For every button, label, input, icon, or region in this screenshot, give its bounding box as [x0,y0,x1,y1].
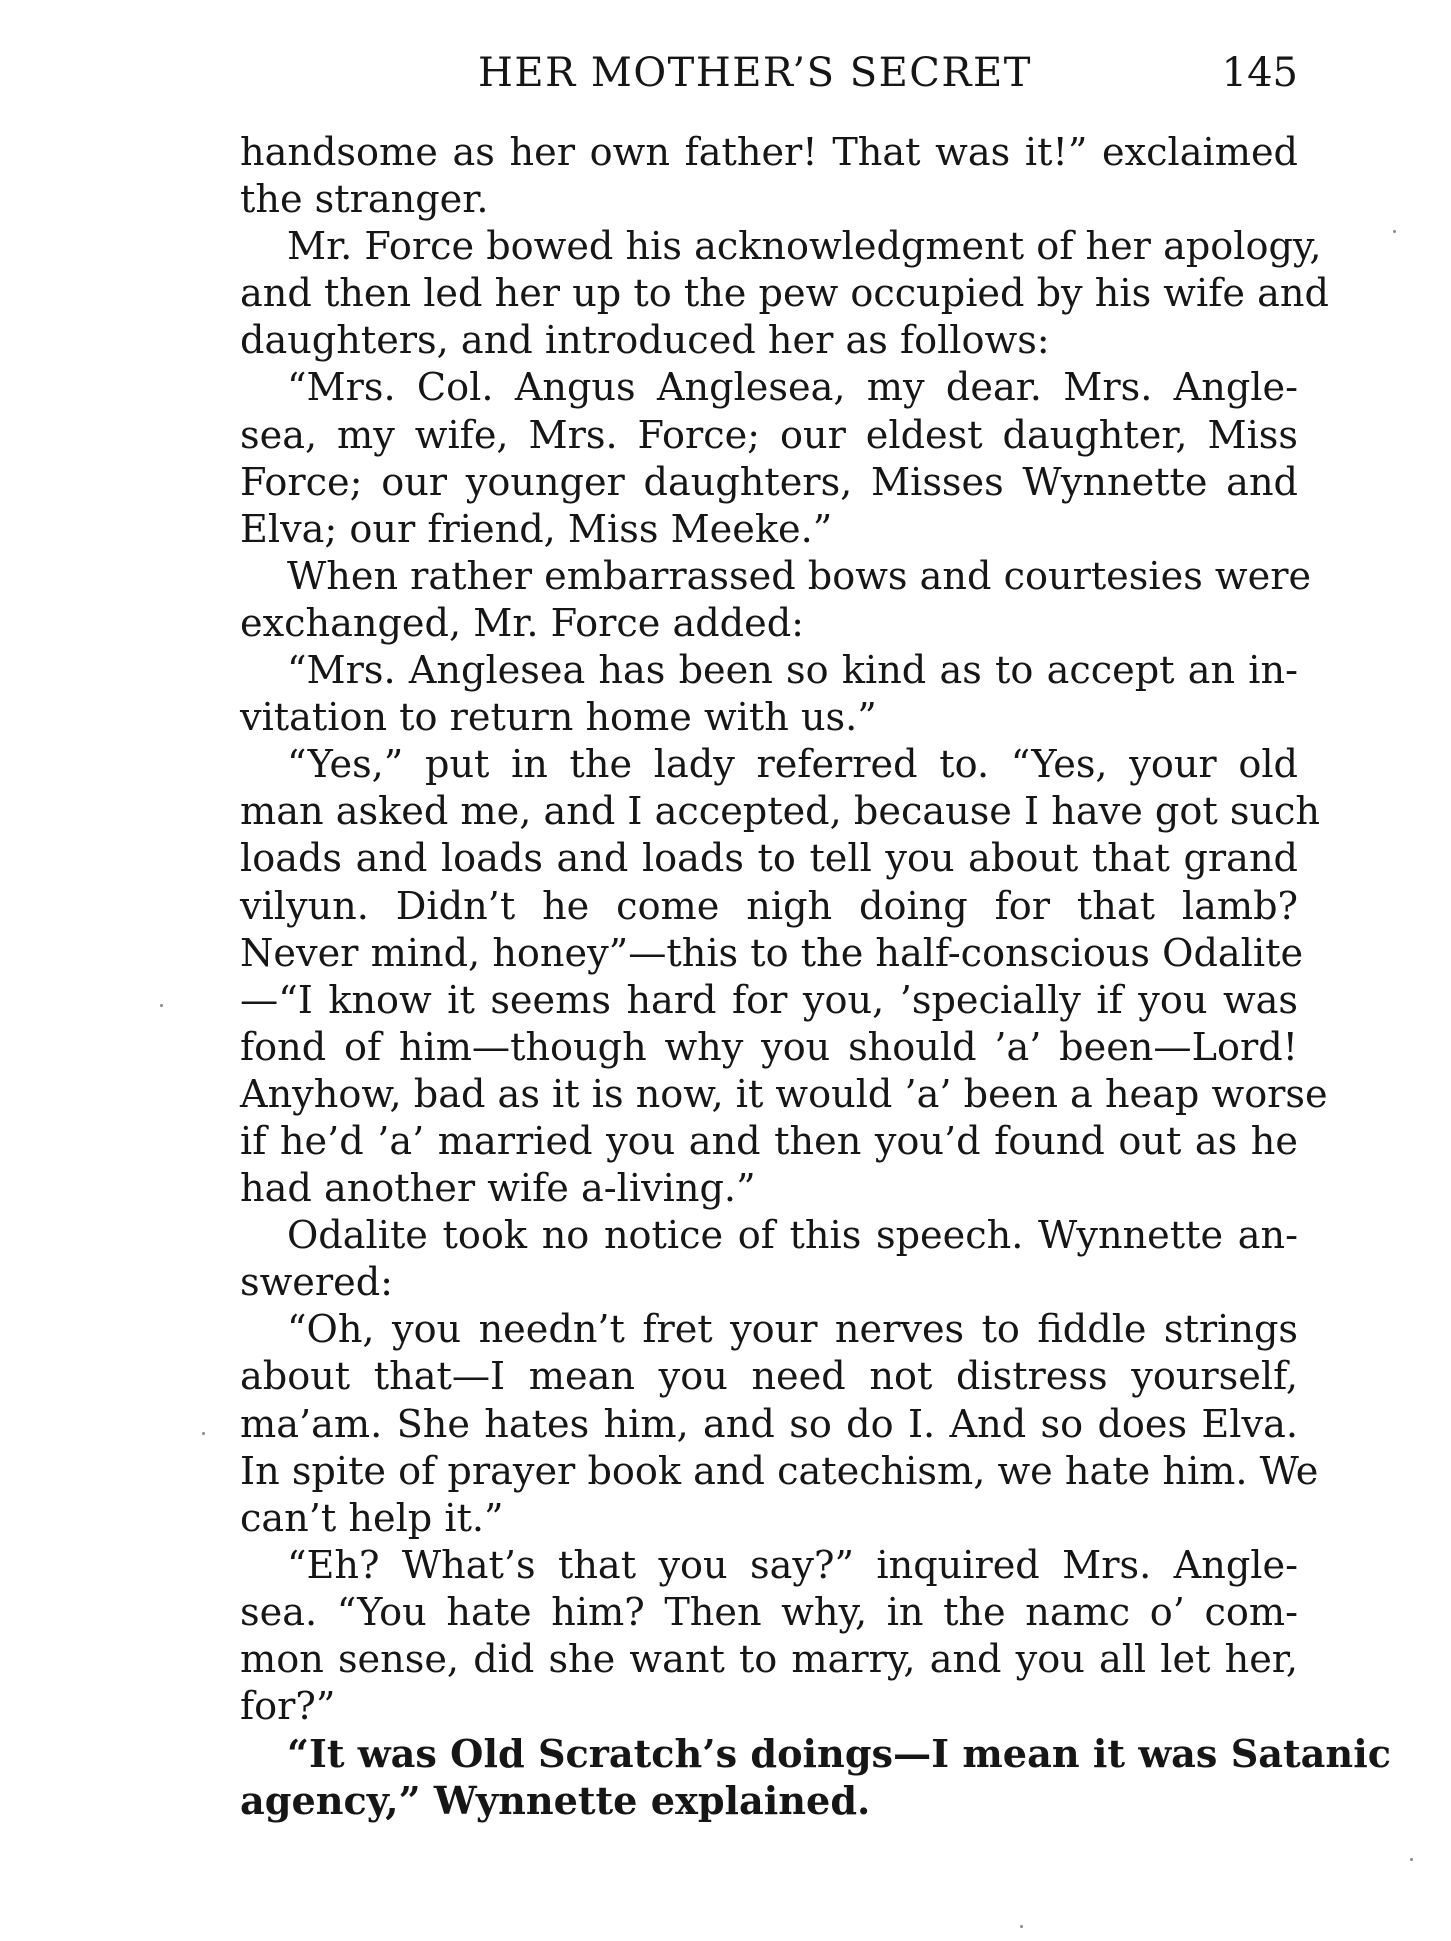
text-line: Elva; our friend, Miss Meeke.” [240,507,833,552]
running-title: HER MOTHER’S SECRET [478,50,1032,96]
text-line: swered: [240,1261,394,1306]
text-line: Force; our younger daughters, Misses Wynnette and [240,460,1298,505]
paper-speck [1020,1925,1023,1928]
text-line: sea. “You hate him? Then why, in the namc o’ com- [240,1590,1298,1635]
paper-speck [1410,1858,1413,1861]
text-line: mon sense, did she want to marry, and you all let her, [240,1638,1298,1682]
text-line: Mr. Force bowed his acknowledgment of her apology, [287,225,1322,270]
text-line: sea, my wife, Mrs. Force; our eldest daughter, Miss [240,413,1298,458]
text-line: loads and loads and loads to tell you about that grand [240,837,1298,882]
text-line: “Mrs. Col. Angus Anglesea, my dear. Mrs. Angle- [287,366,1298,411]
text-line: “Yes,” put in the lady referred to. “Yes, your old [287,743,1298,788]
text-line: ma’am. She hates him, and so do I. And so does Elva. [240,1402,1298,1447]
text-line: —“I know it seems hard for you, ’specially if you was [240,978,1298,1023]
text-line: the stranger. [240,178,489,223]
text-line: man asked me, and I accepted, because I have got such [240,790,1321,835]
text-line: Odalite took no notice of this speech. Wynnette an- [287,1214,1298,1259]
text-line: handsome as her own father! That was it!” exclaimed [240,131,1298,175]
text-line: “It was Old Scratch’s doings—I mean it was Satanic [287,1732,1391,1778]
text-line: “Mrs. Anglesea has been so kind as to accept an in- [287,649,1298,694]
body-text [240,130,1391,1825]
text-line: “Eh? What’s that you say?” inquired Mrs. Angle- [287,1543,1298,1588]
text-line: about that—I mean you need not distress yourself, [240,1355,1298,1400]
text-line: vitation to return home with us.” [240,696,877,741]
text-line: “Oh, you needn’t fret your nerves to fiddle strings [287,1308,1298,1353]
text-line: vilyun. Didn’t he come nigh doing for that lamb? [240,884,1298,929]
text-line: Anyhow, bad as it is now, it would ’a’ been a heap worse [240,1072,1328,1117]
text-line: daughters, and introduced her as follows: [240,319,1050,364]
text-line: exchanged, Mr. Force added: [240,601,805,646]
paper-speck [160,1004,163,1007]
text-line: In spite of prayer book and catechism, we hate him. We [240,1449,1319,1494]
text-line: had another wife a-living.” [240,1167,756,1212]
text-line: if he’d ’a’ married you and then you’d found out as he [240,1119,1298,1164]
text-line: agency,” Wynnette explained. [240,1779,871,1825]
text-line: When rather embarrassed bows and courtesies were [287,554,1312,599]
running-header [240,50,1298,104]
paper-speck [202,1432,205,1435]
text-line: and then led her up to the pew occupied by his wife and [240,272,1329,317]
paper-speck [1393,230,1396,233]
text-line: fond of him—though why you should ’a’ been—Lord! [240,1025,1298,1070]
text-line: can’t help it.” [240,1496,504,1541]
text-line: Never mind, honey”—this to the half-conscious Odalite [240,931,1304,976]
text-line: for?” [240,1685,336,1730]
page-number: 145 [1221,50,1298,96]
